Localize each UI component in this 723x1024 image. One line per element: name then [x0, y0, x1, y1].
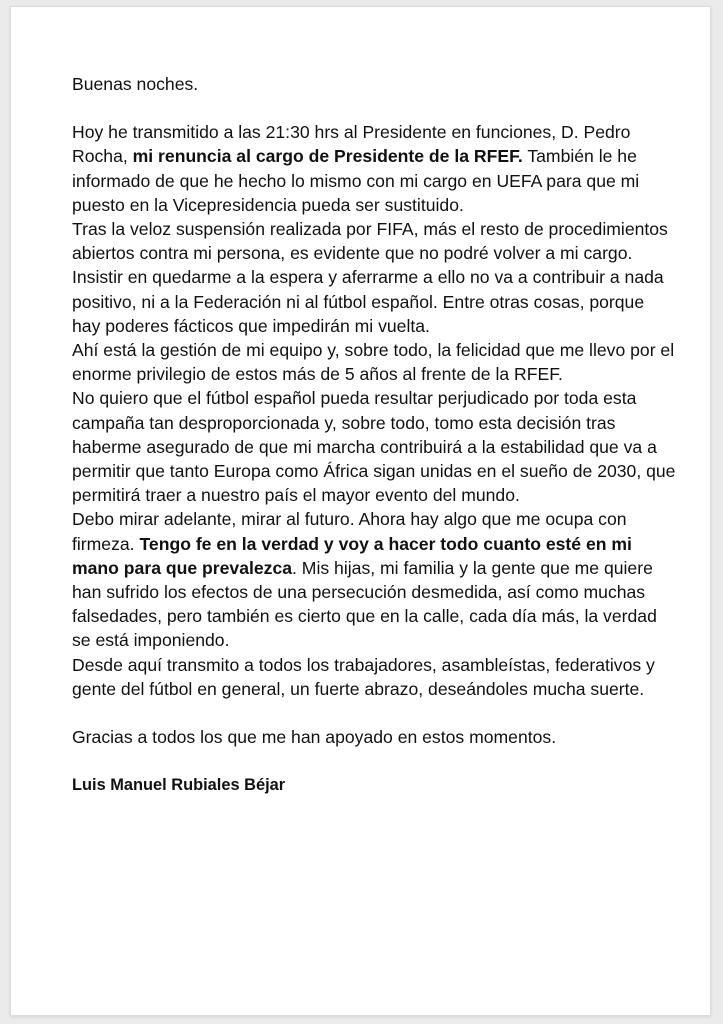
- paragraph-gap: [72, 96, 677, 120]
- document-page: [10, 6, 711, 1016]
- paragraph-future-text-end: . Mis hijas, mi familia y la gente que me quiere han sufrido los efectos de una persecución desmedida, así como muchas falsedades, pero también es cierto que en la calle, cada día más, la verdad se está imponiendo.: [72, 557, 657, 651]
- paragraph-gap: [72, 701, 677, 725]
- paragraph-spanish-football: No quiero que el fútbol español pueda resultar perjudicado por toda esta campaña tan desproporcionada y, sobre todo, tomo esta decisión tras haberme asegurado de que mi marcha contribuirá a la estabilidad que va a permitir que tanto Europa como África sigan unidas en el sueño de 2030, que permitirá traer a nuestro país el mayor evento del mundo.: [72, 388, 676, 506]
- truth-bold-statement: Tengo fe en la verdad y voy a hacer todo cuanto esté en mi mano para que prevalezca: [72, 533, 632, 578]
- paragraph-future: [72, 507, 677, 652]
- signature: Luis Manuel Rubiales Béjar: [72, 776, 286, 795]
- greeting: Buenas noches.: [72, 74, 199, 94]
- thanks-line: Gracias a todos los que me han apoyado en estos momentos.: [72, 727, 557, 748]
- paragraph-gap: [72, 749, 677, 773]
- paragraph-resignation: [72, 120, 677, 217]
- paragraph-resignation-text-end: También le he informado de que he hecho lo mismo con mi cargo en UEFA para que mi puesto en la Vicepresidencia pueda ser sustituido.: [72, 146, 640, 215]
- paragraph-fifa-suspension: Tras la veloz suspensión realizada por FIFA, más el resto de procedimientos abiertos contra mi persona, es evidente que no podré volver a mi cargo.: [72, 219, 668, 264]
- paragraph-management: Ahí está la gestión de mi equipo y, sobre todo, la felicidad que me llevo por el enorme privilegio de estos más de 5 años al frente de la RFEF.: [72, 340, 675, 385]
- paragraph-resignation-text-start: Hoy he transmitido a las 21:30 hrs al Presidente en funciones, D. Pedro Rocha,: [72, 122, 631, 167]
- resignation-bold-statement: mi renuncia al cargo de Presidente de la RFEF.: [132, 146, 523, 167]
- paragraph-future-text-start: Debo mirar adelante, mirar al futuro. Ahora hay algo que me ocupa con firmeza.: [72, 509, 627, 554]
- paragraph-farewell: Desde aquí transmito a todos los trabajadores, asambleístas, federativos y gente del fútbol en general, un fuerte abrazo, deseándoles mucha suerte.: [72, 654, 655, 699]
- paragraph-insist: Insistir en quedarme a la espera y aferrarme a ello no va a contribuir a nada positivo, ni a la Federación ni al fútbol español. Entre otras cosas, porque hay poderes fácticos que impedirán mi vuelta.: [72, 267, 664, 336]
- letter-body: [72, 72, 677, 797]
